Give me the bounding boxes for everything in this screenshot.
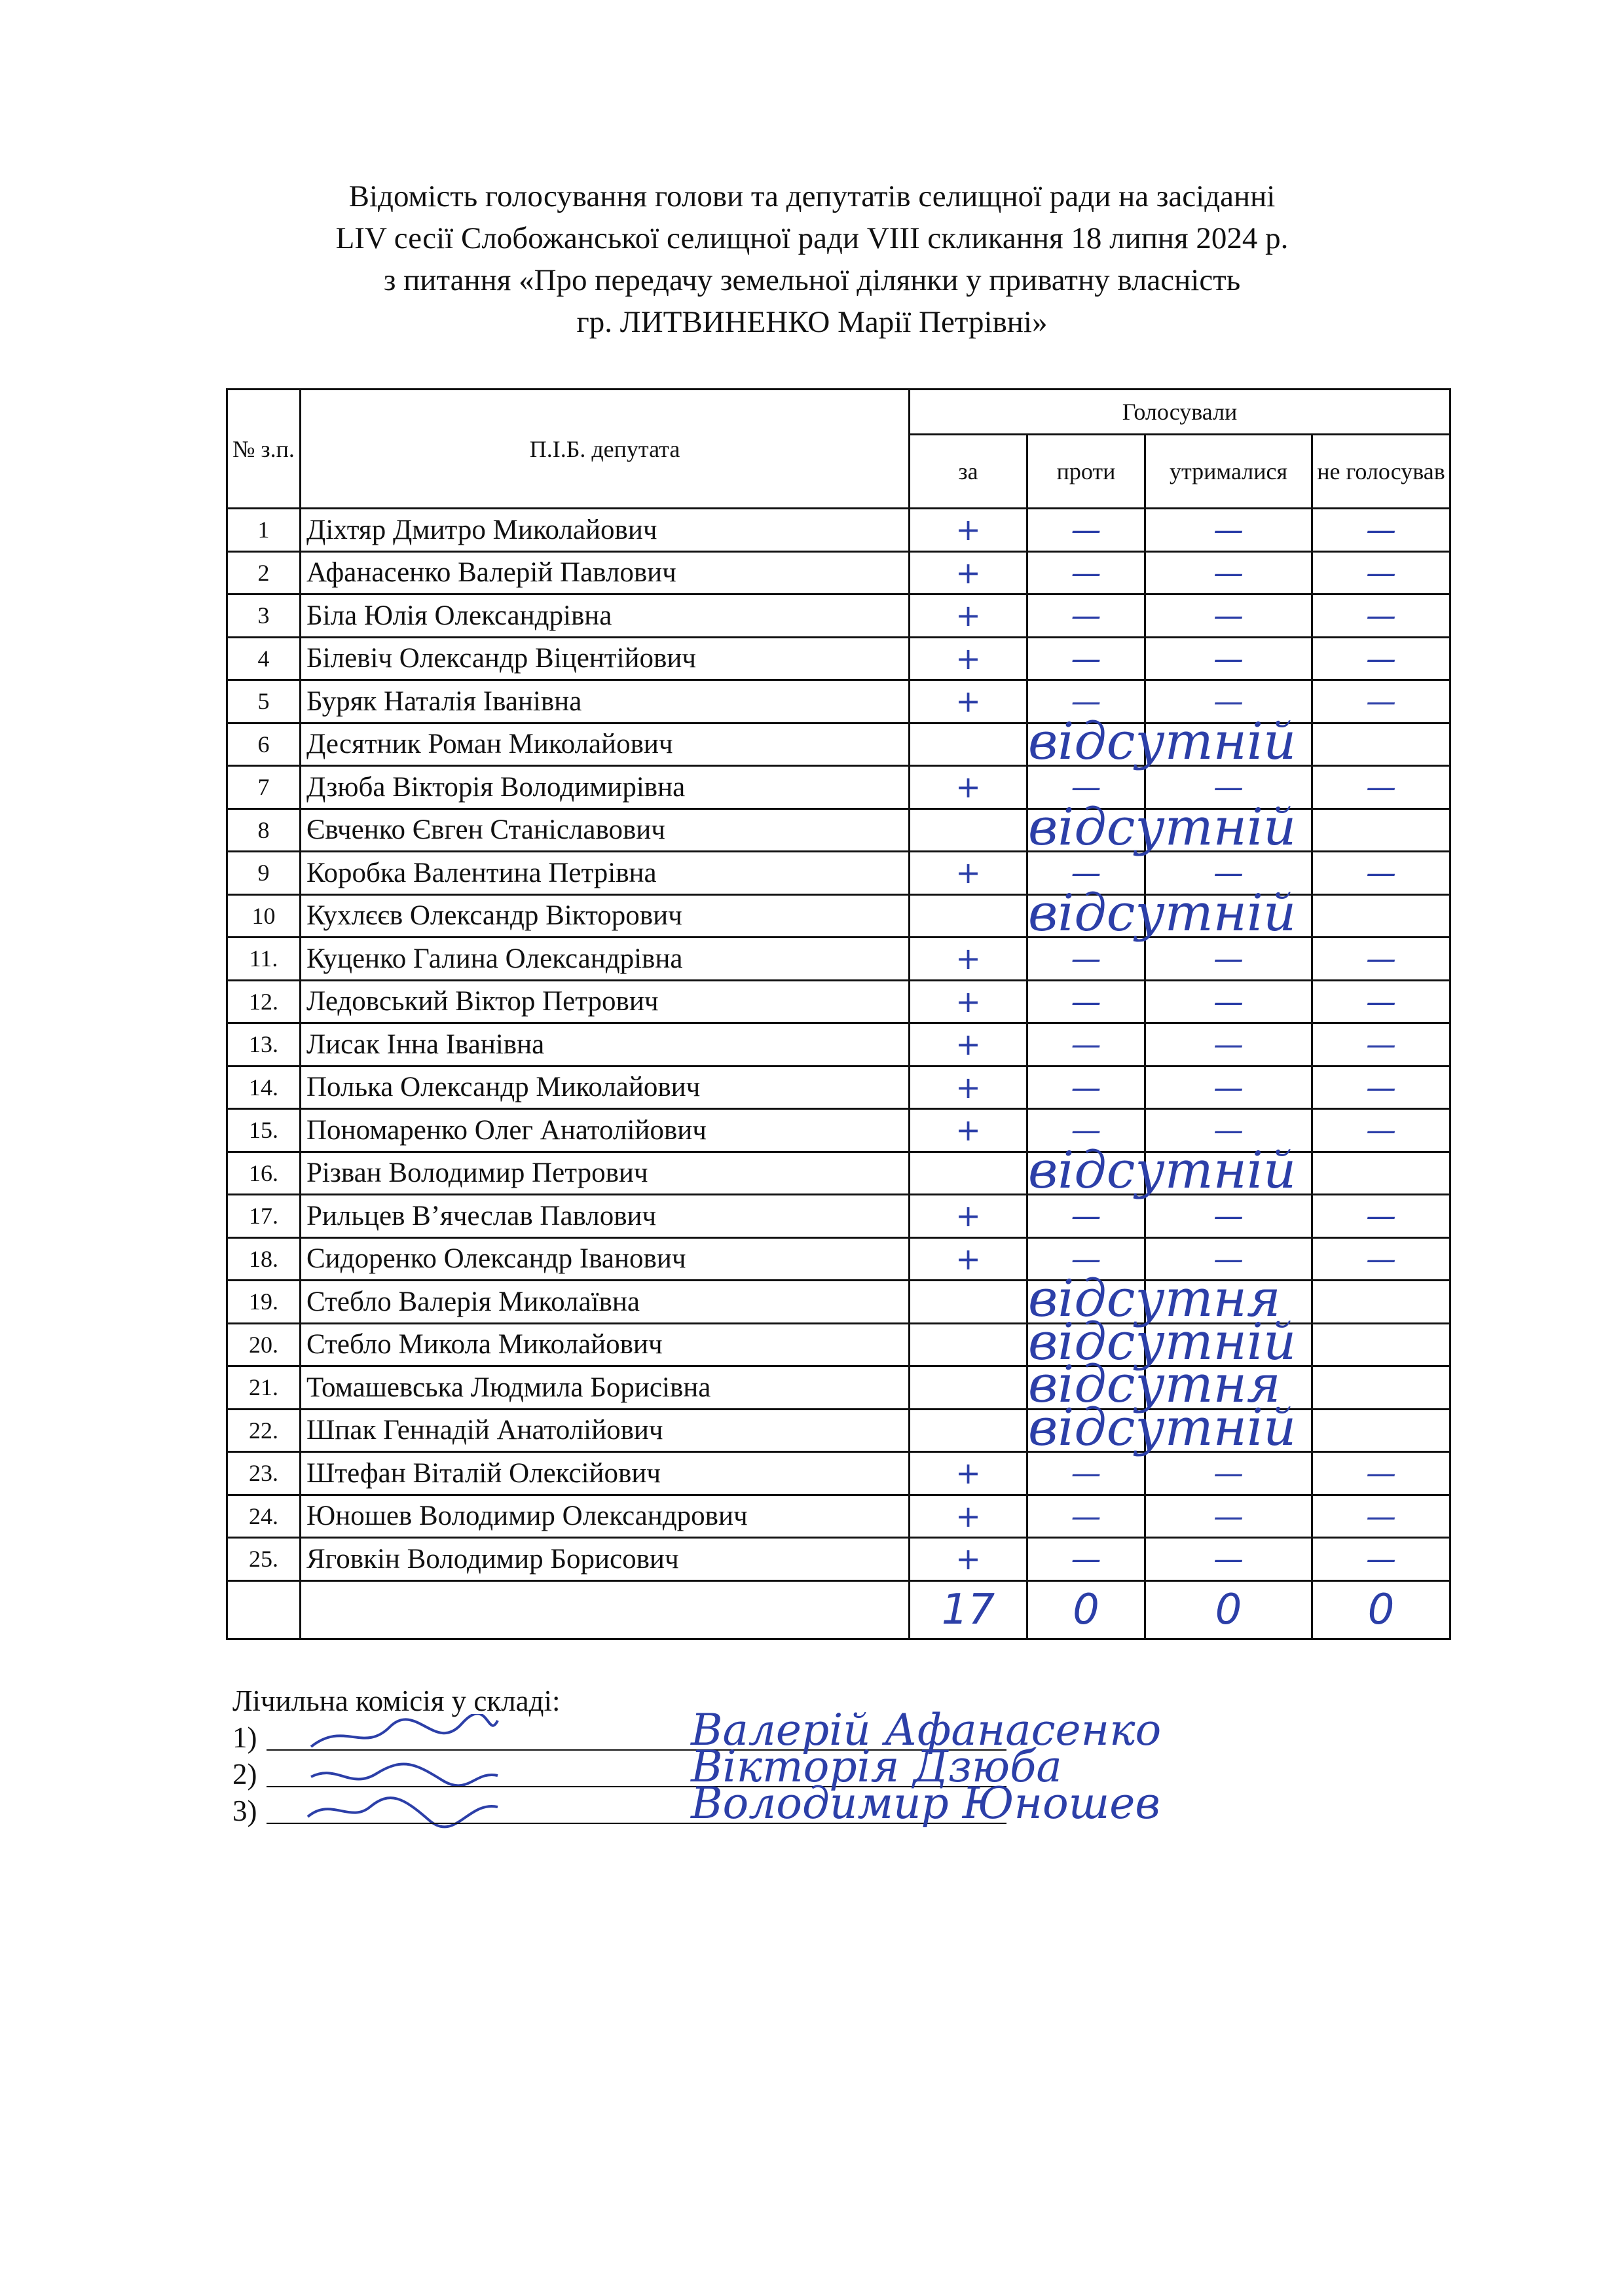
vote-not-voted-cell: — <box>1312 938 1450 981</box>
column-name-header: П.І.Б. депутата <box>301 390 910 509</box>
column-abstained-header: утрималися <box>1145 435 1312 509</box>
vote-against-cell: — <box>1027 680 1145 723</box>
row-number: 21. <box>227 1366 301 1410</box>
absent-note: відсутня <box>1028 1269 1281 1328</box>
heading-line-2: LIV сесії Слобожанської селищної ради VIII скликання 18 липня 2024 р. <box>335 221 1289 255</box>
row-number: 18. <box>227 1237 301 1281</box>
column-for-header: за <box>910 435 1027 509</box>
column-against-header: проти <box>1027 435 1145 509</box>
vote-against-cell: — <box>1027 551 1145 594</box>
vote-against-cell: — <box>1027 1237 1145 1281</box>
absent-note: відсутній <box>1028 797 1297 857</box>
vote-for-cell: + <box>910 594 1027 638</box>
heading-line-3: з питання «Про передачу земельної ділянки у приватну власність <box>383 263 1241 297</box>
vote-not-voted-cell: — <box>1312 980 1450 1023</box>
vote-abstained-cell: — <box>1145 509 1312 552</box>
vote-abstained-cell: — <box>1145 1066 1312 1109</box>
deputy-name: Пономаренко Олег Анатолійович <box>301 1109 910 1152</box>
member-name-handwritten: Валерій Афанасенко <box>691 1705 1162 1755</box>
vote-not-voted-cell: — <box>1312 551 1450 594</box>
vote-for-cell: + <box>910 637 1027 680</box>
counting-commission <box>232 1683 1162 1829</box>
vote-against-cell: — <box>1027 980 1145 1023</box>
commission-title: Лічильна комісія у складі: <box>232 1685 561 1717</box>
heading-line-1: Відомість голосування голови та депутатів селищної ради на засіданні <box>348 179 1276 213</box>
table-row <box>227 594 1450 638</box>
totals-row <box>227 1580 1450 1639</box>
row-number: 7 <box>227 766 301 809</box>
vote-for-cell: + <box>910 1023 1027 1066</box>
vote-against-cell: — <box>1027 1538 1145 1581</box>
table-row <box>227 1195 1450 1238</box>
row-number: 14. <box>227 1066 301 1109</box>
vote-for-cell: + <box>910 1195 1027 1238</box>
vote-abstained-cell: — <box>1145 1023 1312 1066</box>
row-number: 4 <box>227 637 301 680</box>
row-number: 1 <box>227 509 301 552</box>
vote-against-cell: — <box>1027 637 1145 680</box>
row-number: 12. <box>227 980 301 1023</box>
total-against: 0 <box>1027 1580 1145 1639</box>
deputy-name: Юношев Володимир Олександрович <box>301 1495 910 1538</box>
vote-against-cell: — <box>1027 1109 1145 1152</box>
deputy-name: Яговкін Володимир Борисович <box>301 1538 910 1581</box>
member-index: 2) <box>232 1758 257 1791</box>
deputy-name: Томашевська Людмила Борисівна <box>301 1366 910 1410</box>
total-for: 17 <box>910 1580 1027 1639</box>
vote-for-cell <box>910 1398 1297 1457</box>
row-number: 19. <box>227 1281 301 1324</box>
vote-abstained-cell: — <box>1145 1538 1312 1581</box>
row-number: 16. <box>227 1152 301 1195</box>
vote-abstained-cell: — <box>1145 980 1312 1023</box>
table-row <box>227 809 1450 852</box>
vote-for-cell <box>910 1140 1297 1200</box>
member-index: 1) <box>232 1721 257 1754</box>
table-row <box>227 551 1450 594</box>
vote-not-voted-cell: — <box>1312 1109 1450 1152</box>
vote-against-cell: — <box>1027 1452 1145 1495</box>
vote-not-voted-cell <box>1312 1152 1450 1195</box>
deputy-name: Афанасенко Валерій Павлович <box>301 551 910 594</box>
table-row <box>227 1452 1450 1495</box>
row-number: 3 <box>227 594 301 638</box>
member-name-handwritten: Володимир Юношев <box>691 1778 1160 1829</box>
signature-scribble <box>304 1787 501 1833</box>
vote-against-cell: — <box>1027 938 1145 981</box>
column-voted-header: Голосували <box>910 390 1450 435</box>
deputy-name: Кухлєєв Олександр Вікторович <box>301 894 910 938</box>
deputy-name: Ледовський Віктор Петрович <box>301 980 910 1023</box>
vote-for-cell <box>910 1312 1297 1372</box>
vote-abstained-cell: — <box>1145 637 1312 680</box>
row-number: 8 <box>227 809 301 852</box>
vote-not-voted-cell <box>1312 1366 1450 1410</box>
voting-table-body <box>227 509 1450 1639</box>
vote-not-voted-cell: — <box>1312 680 1450 723</box>
row-number: 15. <box>227 1109 301 1152</box>
deputy-name: Рильцев В’ячеслав Павлович <box>301 1195 910 1238</box>
totals-number-cell <box>227 1580 301 1639</box>
table-row <box>227 509 1450 552</box>
vote-for-cell <box>910 797 1297 857</box>
vote-not-voted-cell: — <box>1312 766 1450 809</box>
voting-table <box>226 388 1451 1640</box>
table-row <box>227 637 1450 680</box>
vote-not-voted-cell: — <box>1312 1237 1450 1281</box>
vote-abstained-cell: — <box>1145 1109 1312 1152</box>
vote-not-voted-cell <box>1312 1281 1450 1324</box>
vote-against-cell: — <box>1027 1195 1145 1238</box>
deputy-name: Діхтяр Дмитро Миколайович <box>301 509 910 552</box>
vote-abstained-cell: — <box>1145 594 1312 638</box>
vote-for-cell <box>910 712 1297 771</box>
vote-not-voted-cell: — <box>1312 594 1450 638</box>
column-not-voted-header: не голосував <box>1312 435 1450 509</box>
deputy-name: Стебло Микола Миколайович <box>301 1323 910 1366</box>
vote-not-voted-cell: — <box>1312 509 1450 552</box>
vote-abstained-cell: — <box>1145 551 1312 594</box>
row-number: 10 <box>227 894 301 938</box>
vote-not-voted-cell <box>1312 1409 1450 1452</box>
document-heading <box>0 175 1624 343</box>
vote-for-cell: + <box>910 980 1027 1023</box>
member-name-handwritten: Вікторія Дзюба <box>691 1741 1062 1792</box>
row-number: 13. <box>227 1023 301 1066</box>
absent-note: відсутній <box>1028 1398 1297 1457</box>
deputy-name: Дзюба Вікторія Володимирівна <box>301 766 910 809</box>
column-number-header: № з.п. <box>227 390 301 509</box>
vote-abstained-cell: — <box>1145 1452 1312 1495</box>
deputy-name: Десятник Роман Миколайович <box>301 723 910 766</box>
deputy-name: Коробка Валентина Петрівна <box>301 852 910 895</box>
absent-note: відсутній <box>1028 1312 1297 1372</box>
row-number: 17. <box>227 1195 301 1238</box>
vote-not-voted-cell: — <box>1312 637 1450 680</box>
total-not-voted: 0 <box>1312 1580 1450 1639</box>
vote-not-voted-cell <box>1312 1323 1450 1366</box>
vote-not-voted-cell: — <box>1312 1023 1450 1066</box>
vote-for-cell: + <box>910 1109 1027 1152</box>
absent-note: відсутня <box>1028 1355 1281 1414</box>
vote-against-cell: — <box>1027 1066 1145 1109</box>
vote-not-voted-cell: — <box>1312 1195 1450 1238</box>
vote-for-cell <box>910 883 1297 943</box>
table-row <box>227 1152 1450 1195</box>
deputy-name: Євченко Євген Станіславович <box>301 809 910 852</box>
deputy-name: Штефан Віталій Олексійович <box>301 1452 910 1495</box>
vote-not-voted-cell: — <box>1312 1495 1450 1538</box>
table-row <box>227 1538 1450 1581</box>
deputy-name: Буряк Наталія Іванівна <box>301 680 910 723</box>
vote-for-cell: + <box>910 1538 1027 1581</box>
row-number: 2 <box>227 551 301 594</box>
deputy-name: Лисак Інна Іванівна <box>301 1023 910 1066</box>
vote-for-cell <box>910 1355 1281 1414</box>
total-abstained: 0 <box>1145 1580 1312 1639</box>
row-number: 20. <box>227 1323 301 1366</box>
vote-not-voted-cell <box>1312 809 1450 852</box>
row-number: 9 <box>227 852 301 895</box>
vote-abstained-cell: — <box>1145 1237 1312 1281</box>
table-row <box>227 894 1450 938</box>
totals-name-cell <box>301 1580 910 1639</box>
row-number: 22. <box>227 1409 301 1452</box>
deputy-name: Стебло Валерія Миколаївна <box>301 1281 910 1324</box>
vote-against-cell: — <box>1027 1495 1145 1538</box>
row-number: 11. <box>227 938 301 981</box>
vote-for-cell: + <box>910 938 1027 981</box>
row-number: 25. <box>227 1538 301 1581</box>
absent-note: відсутній <box>1028 1140 1297 1200</box>
vote-abstained-cell: — <box>1145 852 1312 895</box>
vote-not-voted-cell: — <box>1312 1538 1450 1581</box>
member-index: 3) <box>232 1795 257 1827</box>
vote-for-cell: + <box>910 1452 1027 1495</box>
row-number: 6 <box>227 723 301 766</box>
row-number: 23. <box>227 1452 301 1495</box>
vote-for-cell: + <box>910 680 1027 723</box>
vote-for-cell: + <box>910 1237 1027 1281</box>
deputy-name: Шпак Геннадій Анатолійович <box>301 1409 910 1452</box>
absent-note: відсутній <box>1028 883 1297 943</box>
row-number: 24. <box>227 1495 301 1538</box>
vote-not-voted-cell: — <box>1312 1452 1450 1495</box>
deputy-name: Полька Олександр Миколайович <box>301 1066 910 1109</box>
vote-against-cell: — <box>1027 594 1145 638</box>
vote-for-cell: + <box>910 1495 1027 1538</box>
table-row <box>227 1495 1450 1538</box>
vote-abstained-cell: — <box>1145 938 1312 981</box>
vote-against-cell: — <box>1027 509 1145 552</box>
table-row <box>227 980 1450 1023</box>
table-row <box>227 1023 1450 1066</box>
vote-abstained-cell: — <box>1145 1195 1312 1238</box>
vote-against-cell: — <box>1027 1023 1145 1066</box>
vote-against-cell: — <box>1027 852 1145 895</box>
vote-not-voted-cell: — <box>1312 852 1450 895</box>
deputy-name: Різван Володимир Петрович <box>301 1152 910 1195</box>
vote-not-voted-cell <box>1312 723 1450 766</box>
vote-abstained-cell: — <box>1145 766 1312 809</box>
table-row <box>227 1066 1450 1109</box>
deputy-name: Сидоренко Олександр Іванович <box>301 1237 910 1281</box>
row-number: 5 <box>227 680 301 723</box>
vote-for-cell: + <box>910 551 1027 594</box>
table-row <box>227 1409 1450 1452</box>
vote-not-voted-cell <box>1312 894 1450 938</box>
table-row <box>227 938 1450 981</box>
vote-against-cell: — <box>1027 766 1145 809</box>
deputy-name: Куценко Галина Олександрівна <box>301 938 910 981</box>
heading-line-4: гр. ЛИТВИНЕНКО Марії Петрівні» <box>576 305 1048 339</box>
vote-for-cell: + <box>910 1066 1027 1109</box>
deputy-name: Біла Юлія Олександрівна <box>301 594 910 638</box>
vote-for-cell: + <box>910 766 1027 809</box>
absent-note: відсутній <box>1028 712 1297 771</box>
table-row <box>227 723 1450 766</box>
commission-member <box>232 1778 1160 1829</box>
vote-not-voted-cell: — <box>1312 1066 1450 1109</box>
vote-abstained-cell: — <box>1145 1495 1312 1538</box>
deputy-name: Білевіч Олександр Віцентійович <box>301 637 910 680</box>
vote-abstained-cell: — <box>1145 680 1312 723</box>
vote-for-cell: + <box>910 509 1027 552</box>
vote-for-cell <box>910 1269 1281 1328</box>
vote-for-cell: + <box>910 852 1027 895</box>
